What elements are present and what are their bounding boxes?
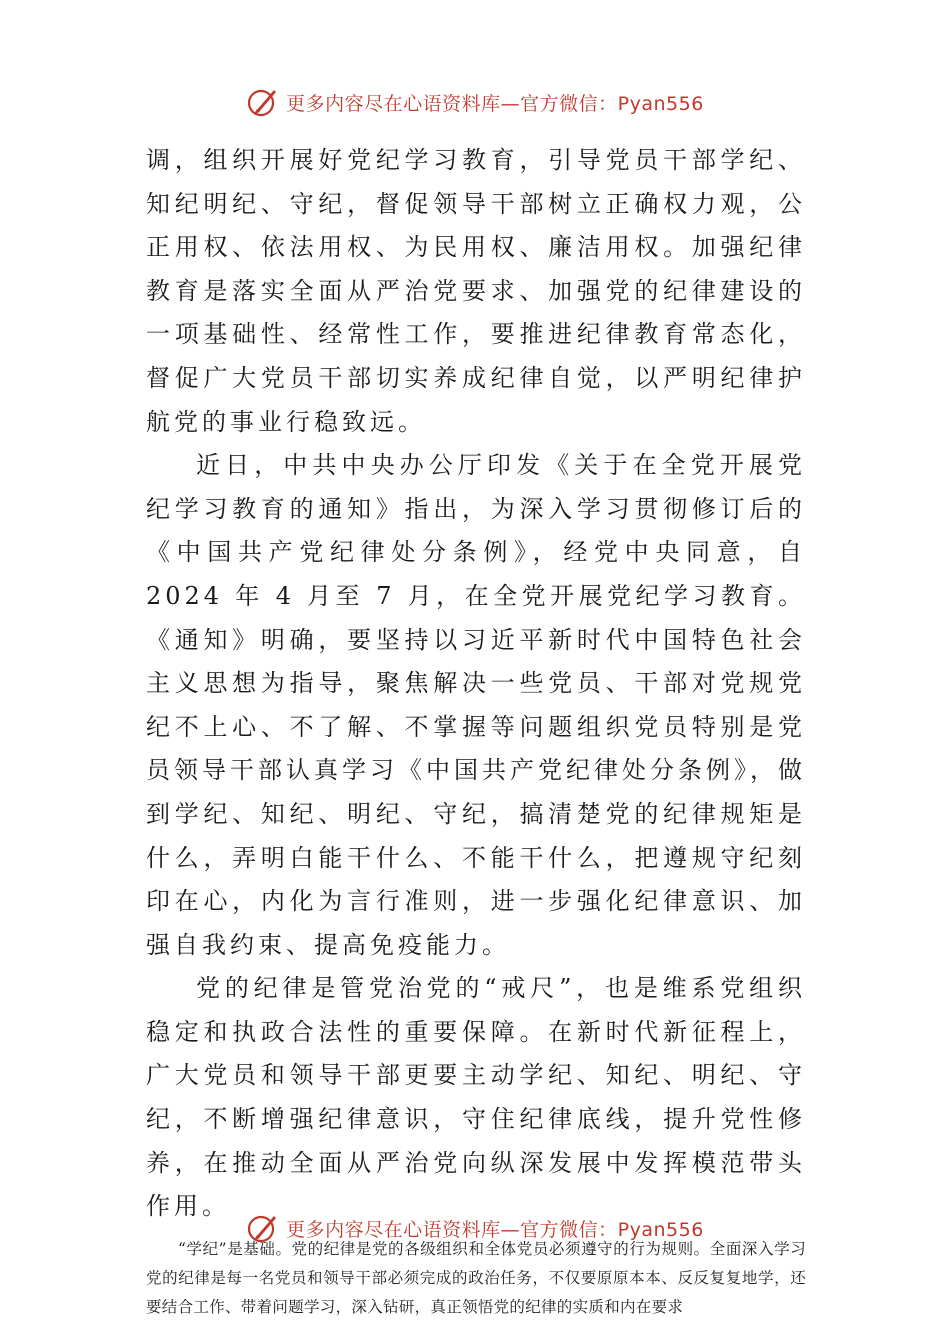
quill-logo-icon [246,1211,280,1245]
watermark-text: 更多内容尽在心语资料库—官方微信：Pyan556 [286,92,704,115]
paragraph-3: 党的纪律是管党治党的“戒尺”，也是维系党组织稳定和执政合法性的重要保障。在新时代新征程上，广大党员和领导干部更要主动学纪、知纪、明纪、守纪，不断增强纪律意识，守住纪律底线，提升党性修养，在推动全面从严治党向纵深发展中发挥模范带头作用。 [146,974,806,1221]
paragraph-1: 调，组织开展好党纪学习教育，引导党员干部学纪、知纪明纪、守纪，督促领导干部树立正确权力观，公正用权、依法用权、为民用权、廉洁用权。加强纪律教育是落实全面从严治党要求、加强党的纪律建设的一项基础性、经常性工作，要推进纪律教育常态化，督促广大党员干部切实养成纪律自觉，以严明纪律护航党的事业行稳致远。 [146,146,806,436]
quill-logo-icon [246,85,280,119]
paragraph-2: 近日，中共中央办公厅印发《关于在全党开展党纪学习教育的通知》指出，为深入学习贯彻修订后的《中国共产党纪律处分条例》，经党中央同意，自 2024 年 4 月至 7 月，在全党开展党纪学习教育。《通知》明确，要坚持以习近平新时代中国特色社会主义思想为指导，聚焦解决一些党员、干部对党规党纪不上心、不了解、不掌握等问题组织党员特别是党员领导干部认真学习《中国共产党纪律处分条例》，做到学纪、知纪、明纪、守纪，搞清楚党的纪律规矩是什么，弄明白能干什么、不能干什么，把遵规守纪刻印在心，内化为言行准则，进一步强化纪律意识、加强自我约束、提高免疫能力。 [146,451,806,959]
document-body [146,139,806,1322]
watermark-text: 更多内容尽在心语资料库—官方微信：Pyan556 [286,1218,704,1241]
watermark-header [0,82,950,122]
watermark-footer [0,1208,950,1248]
small-paragraph: “学纪”是基础。党的纪律是党的各级组织和全体党员必须遵守的行为规则。全面深入学习党的纪律是每一名党员和领导干部必须完成的政治任务，不仅要原原本本、反反复复地学，还要结合工作、带着问题学习，深入钻研，真正领悟党的纪律的实质和内在要求 [146,1239,806,1316]
